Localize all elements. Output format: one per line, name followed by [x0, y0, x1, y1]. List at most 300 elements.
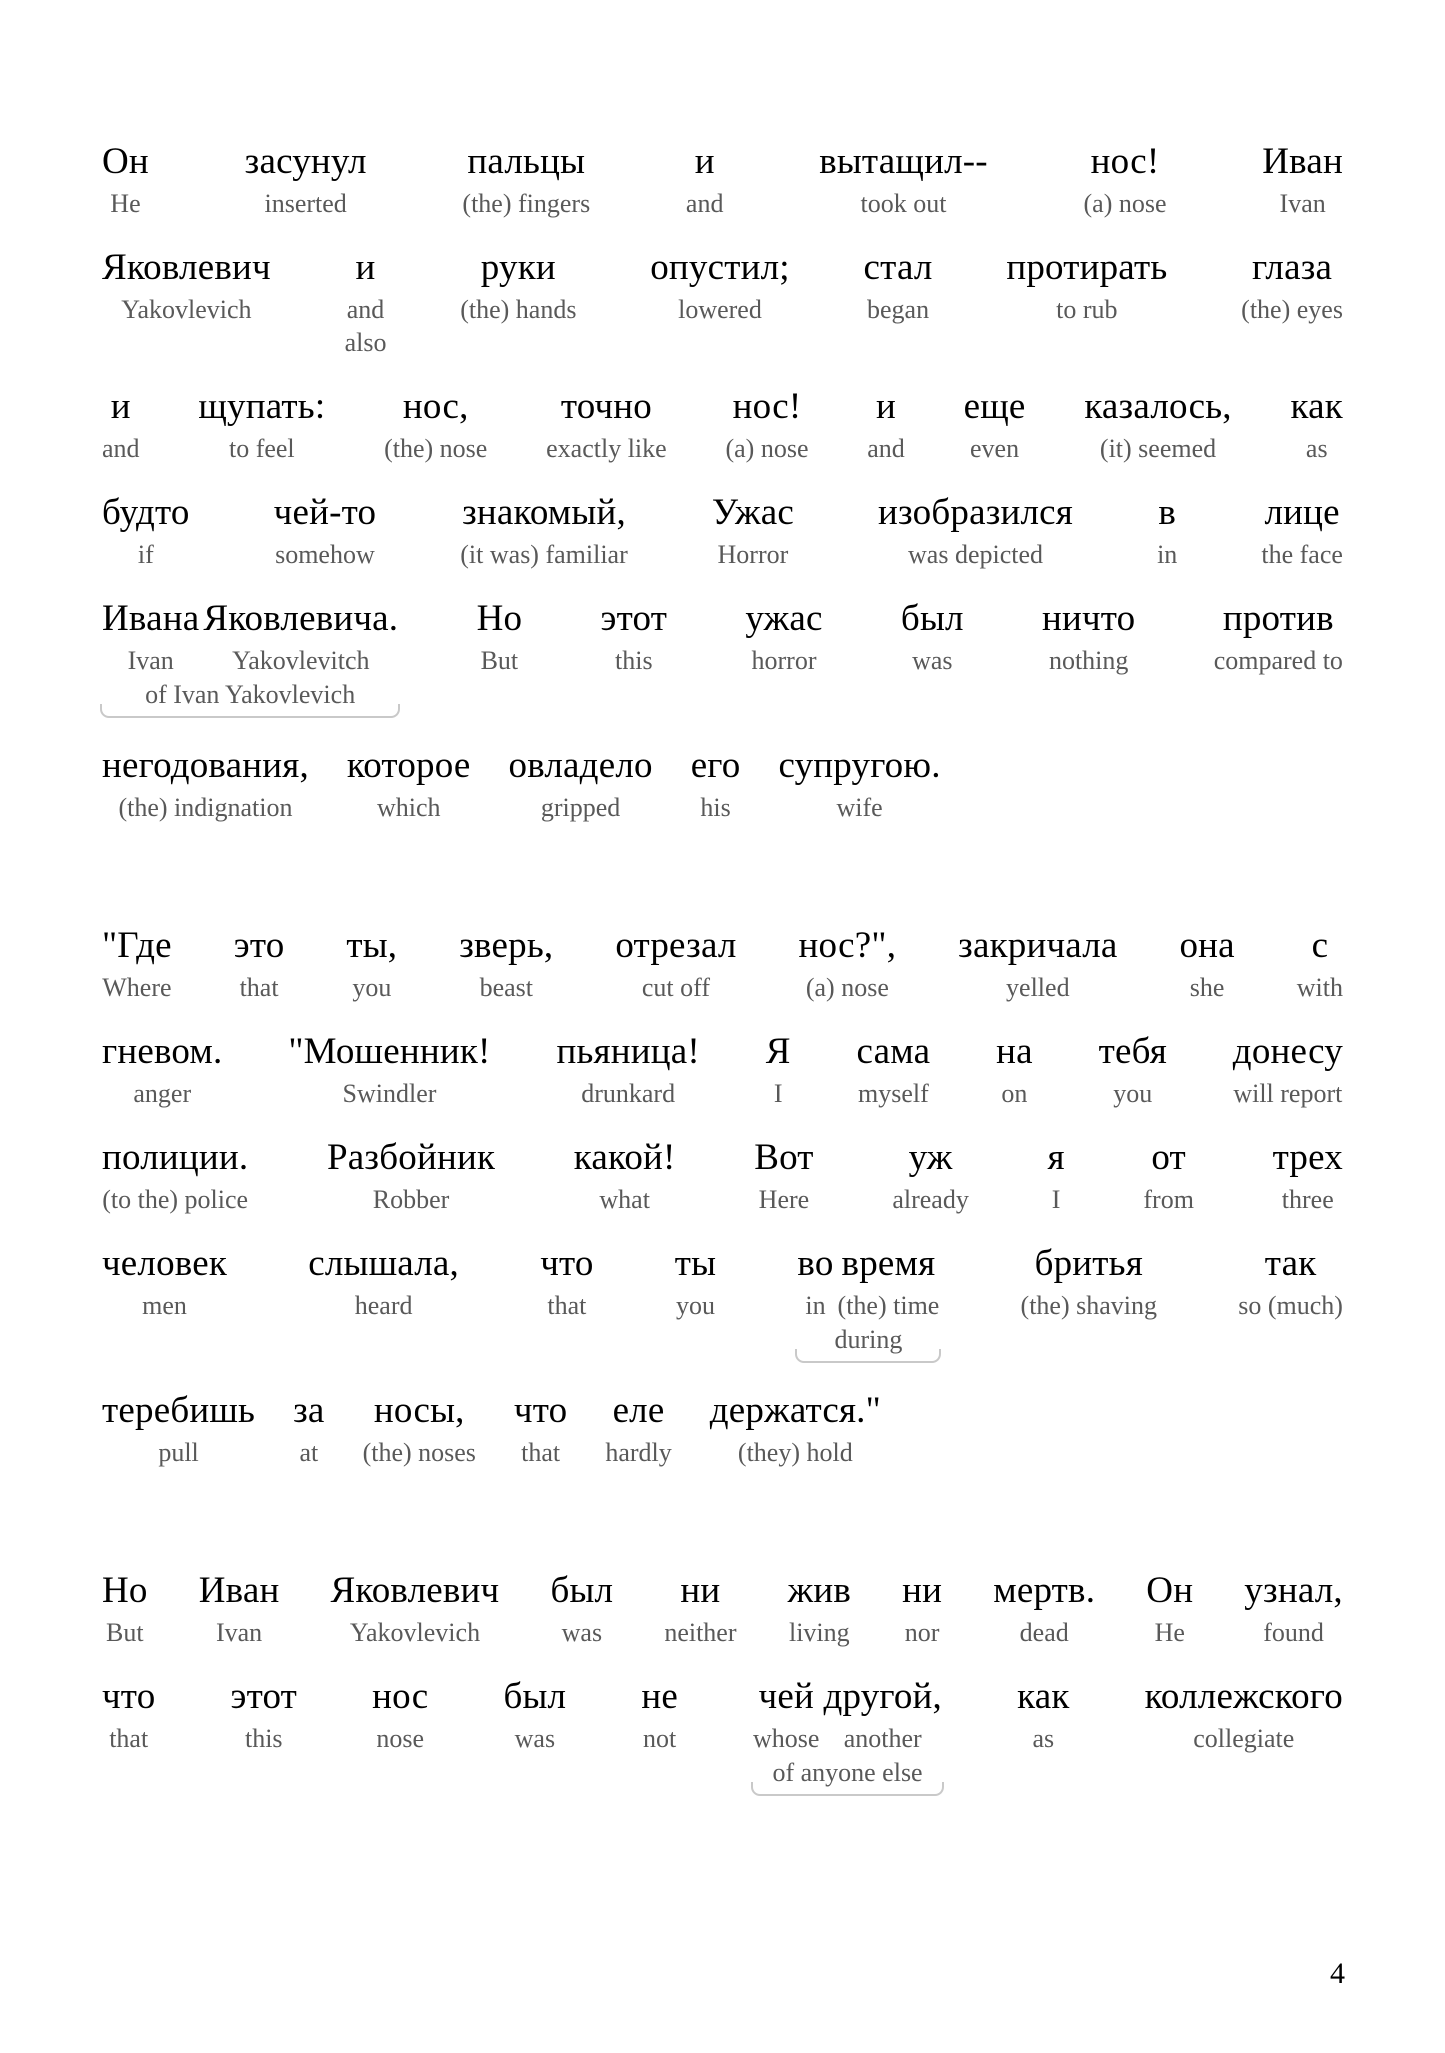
gloss-word: with — [1296, 973, 1343, 1002]
source-word: щупать: — [198, 386, 326, 427]
gloss-word: nothing — [1048, 646, 1129, 675]
gloss-word: what — [599, 1185, 650, 1214]
source-word: будто — [102, 492, 190, 533]
grouped-gloss-unit[interactable] — [100, 597, 400, 718]
word-unit[interactable] — [370, 1675, 430, 1755]
gloss-word: (the) fingers — [462, 189, 591, 218]
word-unit[interactable] — [345, 744, 473, 824]
gloss-word: Yakovlevitch — [232, 646, 370, 675]
word-unit[interactable] — [817, 140, 990, 220]
word-unit[interactable] — [662, 1569, 738, 1649]
word-unit[interactable] — [100, 385, 142, 465]
source-word: против — [1222, 598, 1334, 639]
word-unit[interactable] — [1259, 491, 1345, 571]
source-word: супругою. — [778, 745, 941, 786]
word-unit[interactable] — [962, 385, 1028, 465]
gloss-word: yelled — [1006, 973, 1070, 1002]
word-unit[interactable] — [795, 1242, 835, 1322]
word-unit[interactable] — [457, 924, 555, 1004]
source-word: гневом. — [102, 1031, 223, 1072]
word-unit[interactable] — [228, 1675, 299, 1755]
interlinear-content — [100, 140, 1345, 1796]
word-unit[interactable] — [603, 1389, 673, 1469]
word-unit[interactable] — [899, 597, 966, 677]
source-word: знакомый, — [462, 492, 626, 533]
gloss-word: (it) seemed — [1099, 434, 1217, 463]
source-word: ты, — [346, 925, 398, 966]
word-unit[interactable] — [723, 385, 810, 465]
word-unit[interactable] — [1040, 597, 1137, 677]
word-unit[interactable] — [1141, 1136, 1196, 1216]
gloss-word: Yakovlevich — [121, 295, 252, 324]
word-unit[interactable] — [343, 246, 389, 359]
word-unit[interactable] — [900, 1569, 944, 1649]
source-word: человек — [102, 1243, 228, 1284]
interlinear-paragraph — [100, 140, 1345, 824]
word-unit[interactable] — [291, 1389, 326, 1469]
word-unit[interactable] — [382, 385, 489, 465]
source-word: вытащил-- — [819, 141, 988, 182]
word-unit[interactable] — [100, 246, 273, 326]
source-word: которое — [346, 745, 471, 786]
word-unit[interactable] — [743, 597, 824, 677]
gloss-word: Ivan — [127, 646, 174, 675]
source-word: держатся." — [709, 1390, 881, 1431]
source-word: что — [540, 1243, 594, 1284]
word-unit[interactable] — [751, 1675, 821, 1755]
word-unit[interactable] — [1143, 1675, 1345, 1755]
word-unit[interactable] — [572, 1136, 678, 1216]
word-unit[interactable] — [855, 1030, 933, 1110]
gloss-word: was — [514, 1724, 556, 1753]
gloss-word: Where — [102, 973, 172, 1002]
source-word: его — [690, 745, 741, 786]
gloss-word: so (much) — [1238, 1291, 1343, 1320]
interlinear-line — [100, 744, 1345, 824]
gloss-word: (it was) familiar — [460, 540, 628, 569]
source-word: казалось, — [1084, 386, 1232, 427]
word-unit[interactable] — [100, 1242, 229, 1322]
source-word: уж — [908, 1137, 953, 1178]
source-word: Яковлевич — [330, 1570, 500, 1611]
source-word: овладело — [508, 745, 653, 786]
source-word: как — [1290, 386, 1343, 427]
gloss-word: that — [109, 1724, 149, 1753]
interlinear-line — [100, 597, 1345, 718]
source-word: на — [996, 1031, 1033, 1072]
word-unit[interactable] — [1260, 140, 1345, 220]
source-word: был — [900, 598, 964, 639]
source-word: тебя — [1098, 1031, 1167, 1072]
gloss-word: (the) noses — [362, 1438, 476, 1467]
word-unit[interactable] — [538, 1242, 595, 1322]
gloss-word: exactly like — [546, 434, 667, 463]
gloss-word: on — [1001, 1079, 1028, 1108]
word-unit[interactable] — [786, 1569, 853, 1649]
word-unit[interactable] — [639, 1675, 680, 1755]
gloss-word: (the) indignation — [118, 793, 293, 822]
word-unit[interactable] — [458, 491, 630, 571]
gloss-word: (they) hold — [737, 1438, 853, 1467]
word-unit[interactable] — [100, 924, 174, 1004]
gloss-word: will report — [1233, 1079, 1343, 1108]
word-unit[interactable] — [243, 140, 369, 220]
word-unit[interactable] — [1242, 1569, 1345, 1649]
gloss-word: took out — [860, 189, 947, 218]
source-word: мертв. — [993, 1570, 1096, 1611]
gloss-word: if — [137, 540, 154, 569]
grouped-word-row — [100, 597, 400, 677]
word-unit[interactable] — [1271, 1136, 1345, 1216]
word-unit[interactable] — [1046, 1136, 1067, 1216]
gloss-word: found — [1263, 1618, 1324, 1647]
word-unit[interactable] — [752, 1136, 815, 1216]
gloss-word: dead — [1019, 1618, 1069, 1647]
source-word: чей — [758, 1676, 814, 1717]
word-unit[interactable] — [544, 385, 669, 465]
source-word: ни — [902, 1570, 943, 1611]
source-word: "Где — [102, 925, 172, 966]
source-word: нос?", — [798, 925, 897, 966]
gloss-word: and — [102, 434, 140, 463]
gloss-word: was — [912, 646, 953, 675]
interlinear-paragraph — [100, 1569, 1345, 1796]
source-word: еще — [963, 386, 1026, 427]
source-word: ужас — [745, 598, 823, 639]
gloss-word: But — [106, 1618, 144, 1647]
gloss-word: compared to — [1213, 646, 1343, 675]
source-word: трех — [1272, 1137, 1343, 1178]
gloss-word: (a) nose — [1083, 189, 1167, 218]
source-word: закричала — [958, 925, 1118, 966]
word-unit[interactable] — [272, 491, 379, 571]
word-unit[interactable] — [1144, 1569, 1195, 1649]
gloss-word: whose — [753, 1724, 820, 1753]
interlinear-line — [100, 924, 1345, 1004]
gloss-word: He — [110, 189, 141, 218]
grouped-word-row — [795, 1242, 941, 1322]
word-unit[interactable] — [764, 1030, 793, 1110]
source-word: был — [503, 1676, 567, 1717]
gloss-word: He — [1154, 1618, 1185, 1647]
interlinear-line — [100, 1242, 1345, 1363]
gloss-word: you — [352, 973, 392, 1002]
gloss-word: men — [142, 1291, 187, 1320]
word-unit[interactable] — [196, 385, 327, 465]
word-unit[interactable] — [708, 1389, 883, 1469]
word-unit[interactable] — [1155, 491, 1179, 571]
gloss-word: she — [1189, 973, 1225, 1002]
gloss-word: this — [244, 1724, 283, 1753]
word-unit[interactable] — [232, 924, 287, 1004]
word-unit[interactable] — [684, 140, 726, 220]
gloss-word: as — [1305, 434, 1328, 463]
source-word: за — [293, 1390, 325, 1431]
source-word: Он — [102, 141, 149, 182]
word-unit[interactable] — [797, 924, 899, 1004]
word-unit[interactable] — [956, 924, 1119, 1004]
source-word: и — [876, 386, 897, 427]
source-word: носы, — [373, 1390, 465, 1431]
gloss-word: that — [547, 1291, 587, 1320]
word-unit[interactable] — [821, 1675, 944, 1755]
grouped-gloss-unit[interactable] — [795, 1242, 941, 1363]
source-word: Яковлевич — [102, 247, 271, 288]
word-unit[interactable] — [512, 1389, 569, 1469]
gloss-word-secondary: also — [344, 328, 387, 357]
word-unit[interactable] — [306, 1242, 461, 1322]
word-unit[interactable] — [1082, 140, 1169, 220]
gloss-word: cut off — [641, 973, 711, 1002]
word-unit[interactable] — [100, 140, 151, 220]
word-unit[interactable] — [836, 1242, 942, 1322]
source-word: нос! — [1090, 141, 1160, 182]
page-number: 4 — [1330, 1957, 1345, 1990]
source-word: пальцы — [467, 141, 586, 182]
source-word: засунул — [244, 141, 367, 182]
source-word: что — [513, 1390, 568, 1431]
gloss-word: anger — [133, 1079, 192, 1108]
source-word: в — [1158, 492, 1177, 533]
gloss-word: I — [1051, 1185, 1061, 1214]
source-word: стал — [863, 247, 933, 288]
source-word: Иван — [1262, 141, 1343, 182]
word-unit[interactable] — [1082, 385, 1233, 465]
word-unit[interactable] — [458, 246, 578, 326]
gloss-word: hardly — [605, 1438, 672, 1467]
word-unit[interactable] — [201, 597, 400, 677]
source-word: слышала, — [308, 1243, 459, 1284]
word-unit[interactable] — [100, 1569, 150, 1649]
word-unit[interactable] — [100, 597, 201, 677]
source-word: опустил; — [650, 247, 790, 288]
word-unit[interactable] — [890, 1136, 971, 1216]
word-unit[interactable] — [100, 1030, 224, 1110]
interlinear-line — [100, 140, 1345, 220]
gloss-word: Robber — [372, 1185, 450, 1214]
word-unit[interactable] — [100, 1675, 157, 1755]
word-unit[interactable] — [648, 246, 792, 326]
word-unit[interactable] — [507, 744, 655, 824]
gloss-word: his — [700, 793, 731, 822]
gloss-word: that — [521, 1438, 561, 1467]
gloss-word: (a) nose — [805, 973, 889, 1002]
gloss-word: drunkard — [581, 1079, 676, 1108]
gloss-word: and — [867, 434, 905, 463]
source-word: лице — [1264, 492, 1340, 533]
source-word: Иван — [198, 1570, 280, 1611]
source-word: как — [1017, 1676, 1070, 1717]
word-unit[interactable] — [344, 924, 399, 1004]
source-word: Ивана — [102, 598, 200, 639]
gloss-word: was depicted — [908, 540, 1044, 569]
source-word: Но — [476, 598, 523, 639]
gloss-word: living — [788, 1618, 850, 1647]
gloss-word: to feel — [228, 434, 295, 463]
source-word: ничто — [1041, 598, 1136, 639]
word-unit[interactable] — [689, 744, 743, 824]
word-unit[interactable] — [501, 1675, 568, 1755]
source-word: и — [694, 141, 715, 182]
word-unit[interactable] — [329, 1569, 502, 1649]
word-unit[interactable] — [361, 1389, 478, 1469]
word-unit[interactable] — [100, 1389, 257, 1469]
gloss-word: from — [1143, 1185, 1194, 1214]
group-note: of anyone else — [768, 1756, 926, 1789]
word-unit[interactable] — [554, 1030, 701, 1110]
gloss-word: that — [239, 973, 279, 1002]
word-unit[interactable] — [100, 1136, 250, 1216]
source-word: Вот — [754, 1137, 814, 1178]
source-word: коллежского — [1144, 1676, 1343, 1717]
gloss-word: was — [561, 1618, 603, 1647]
group-note: during — [830, 1323, 906, 1356]
source-word: "Мошенник! — [288, 1031, 491, 1072]
source-word: и — [110, 386, 131, 427]
word-unit[interactable] — [876, 491, 1075, 571]
word-unit[interactable] — [548, 1569, 615, 1649]
interlinear-line — [100, 1675, 1345, 1796]
source-word: бритья — [1034, 1243, 1143, 1284]
source-word: с — [1311, 925, 1329, 966]
interlinear-line — [100, 1136, 1345, 1216]
source-word: нос! — [732, 386, 802, 427]
gloss-word: began — [867, 295, 930, 324]
gloss-word: neither — [664, 1618, 737, 1647]
source-word: протирать — [1006, 247, 1168, 288]
word-unit[interactable] — [776, 744, 942, 824]
gloss-word: you — [676, 1291, 715, 1320]
interlinear-line — [100, 385, 1345, 465]
word-unit[interactable] — [1295, 924, 1345, 1004]
word-unit[interactable] — [1212, 597, 1345, 677]
gloss-word: I — [773, 1079, 783, 1108]
word-unit[interactable] — [1239, 246, 1345, 326]
gloss-word: inserted — [264, 189, 347, 218]
gloss-word: Yakovlevich — [349, 1618, 481, 1647]
word-unit[interactable] — [475, 597, 525, 677]
source-word: Я — [765, 1031, 791, 1072]
interlinear-line — [100, 1569, 1345, 1649]
gloss-word: myself — [857, 1079, 929, 1108]
source-word: узнал, — [1244, 1570, 1343, 1611]
word-unit[interactable] — [100, 491, 192, 571]
gloss-word: collegiate — [1193, 1724, 1295, 1753]
source-word: во — [797, 1243, 834, 1284]
word-unit[interactable] — [286, 1030, 492, 1110]
word-unit[interactable] — [1236, 1242, 1345, 1322]
source-word: это — [233, 925, 285, 966]
source-word: отрезал — [615, 925, 737, 966]
source-word: Разбойник — [327, 1137, 496, 1178]
word-unit[interactable] — [1004, 246, 1169, 326]
gloss-word: you — [1113, 1079, 1153, 1108]
source-word: от — [1151, 1137, 1186, 1178]
gloss-word: gripped — [540, 793, 621, 822]
word-unit[interactable] — [1231, 1030, 1345, 1110]
source-word: какой! — [573, 1137, 676, 1178]
word-unit[interactable] — [1177, 924, 1236, 1004]
gloss-word: Ivan — [215, 1618, 263, 1647]
word-unit[interactable] — [994, 1030, 1035, 1110]
gloss-word: beast — [479, 973, 533, 1002]
source-word: я — [1047, 1137, 1065, 1178]
word-unit[interactable] — [1019, 1242, 1159, 1322]
interlinear-line — [100, 1030, 1345, 1110]
gloss-word: the face — [1261, 540, 1343, 569]
gloss-word: horror — [751, 646, 817, 675]
word-unit[interactable] — [673, 1242, 718, 1322]
source-word: изобразился — [878, 492, 1074, 533]
word-unit[interactable] — [862, 246, 935, 326]
word-unit[interactable] — [865, 385, 907, 465]
gloss-word: this — [615, 646, 653, 675]
source-word: так — [1264, 1243, 1317, 1284]
gloss-word: in — [1157, 540, 1178, 569]
word-unit[interactable] — [460, 140, 592, 220]
word-unit[interactable] — [325, 1136, 497, 1216]
source-word: донесу — [1232, 1031, 1343, 1072]
source-word: Он — [1146, 1570, 1194, 1611]
interlinear-line — [100, 1389, 1345, 1469]
gloss-word: wife — [836, 793, 883, 822]
word-unit[interactable] — [991, 1569, 1097, 1649]
gloss-word: nor — [904, 1618, 940, 1647]
source-word: ты — [674, 1243, 717, 1284]
word-unit[interactable] — [1097, 1030, 1169, 1110]
gloss-word: three — [1281, 1185, 1334, 1214]
group-note: of Ivan Yakovlevich — [141, 678, 359, 711]
word-unit[interactable] — [599, 597, 670, 677]
gloss-word: at — [299, 1438, 319, 1467]
gloss-word: pull — [158, 1438, 199, 1467]
word-unit[interactable] — [1289, 385, 1345, 465]
gloss-word: Here — [758, 1185, 810, 1214]
source-word: теребишь — [102, 1390, 256, 1431]
word-unit[interactable] — [100, 744, 311, 824]
gloss-word: another — [843, 1724, 922, 1753]
gloss-word: (the) hands — [460, 295, 577, 324]
source-word: зверь, — [459, 925, 554, 966]
gloss-word: as — [1032, 1724, 1055, 1753]
gloss-word: Horror — [717, 540, 789, 569]
word-unit[interactable] — [710, 491, 796, 571]
gloss-word: (a) nose — [725, 434, 809, 463]
source-word: ни — [680, 1570, 721, 1611]
word-unit[interactable] — [1015, 1675, 1071, 1755]
source-word: жив — [787, 1570, 852, 1611]
gloss-word: Swindler — [342, 1079, 437, 1108]
source-word: нос — [372, 1676, 429, 1717]
source-word: и — [355, 247, 376, 288]
gloss-word: and — [685, 189, 724, 218]
source-word: чей-то — [273, 492, 377, 533]
word-unit[interactable] — [613, 924, 738, 1004]
source-word: точно — [560, 386, 652, 427]
word-unit[interactable] — [197, 1569, 282, 1649]
source-word: время — [841, 1243, 936, 1284]
source-word: Яковлевича. — [203, 598, 399, 639]
source-word: она — [1179, 925, 1235, 966]
source-word: что — [102, 1676, 156, 1717]
grouped-word-row — [751, 1675, 944, 1755]
grouped-gloss-unit[interactable] — [751, 1675, 944, 1796]
source-word: сама — [856, 1031, 931, 1072]
source-word: этот — [230, 1676, 298, 1717]
gloss-word: nose — [376, 1724, 425, 1753]
source-word: Ужас — [711, 492, 794, 533]
gloss-word: and — [346, 295, 385, 324]
